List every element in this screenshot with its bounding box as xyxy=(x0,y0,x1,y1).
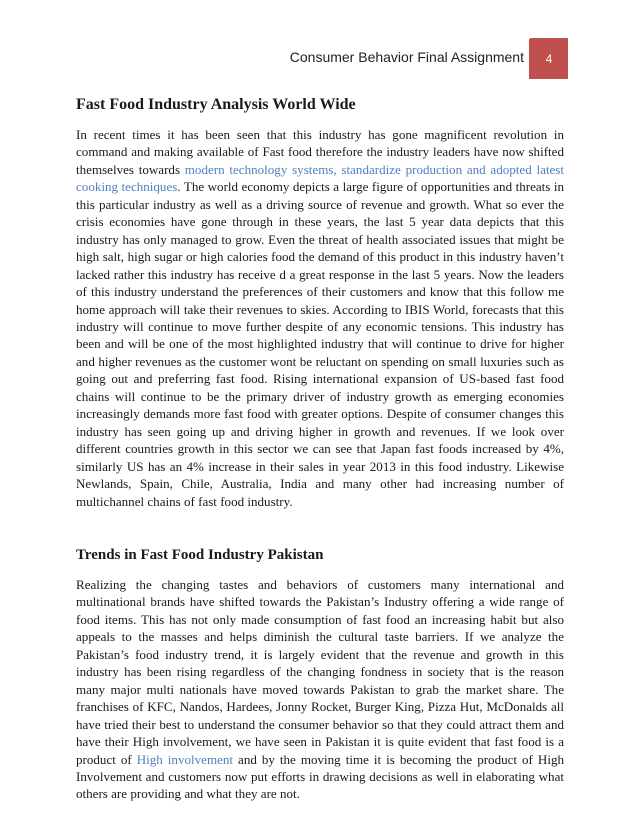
section-paragraph-pakistan xyxy=(76,576,564,803)
highlighted-phrase: High involvement xyxy=(136,751,234,767)
page-header xyxy=(0,36,638,80)
paragraph-text: and by the moving time it is becoming the product of High Involvement and customers now put efforts in drawing decisions as well in elaborating what others are providing and what they are not. xyxy=(76,751,564,802)
document-title: Consumer Behavior Final Assignment xyxy=(289,49,524,65)
section-heading-pakistan: Trends in Fast Food Industry Pakistan xyxy=(76,546,324,563)
page-body xyxy=(76,96,564,803)
section-heading-world: Fast Food Industry Analysis World Wide xyxy=(76,96,356,113)
highlighted-phrase: modern technology systems, standardize production and adopted latest cooking techniques xyxy=(76,161,565,195)
section-paragraph-world xyxy=(76,126,564,510)
paragraph-text: Realizing the changing tastes and behaviors of customers many international and multinational brands have shifted towards the Pakistan’s Industry offering a wide range of food items. This has not only made consumption of fast food an increasing habit but also appeals to the masses and helps diminish the cultural taste barriers. If we analyze the Pakistan’s food industry trend, it is largely evident that the revenue and growth in this industry has been rising regardless of the changing fondness in society that is the reason many major multi nationals have moved towards Pakistan to grab the market share. The franchises of KFC, Nandos, Hardees, Jonny Rocket, Burger King, Pizza Hut, McDonalds all have tried their best to understand the consumer behavior so that they could attract them and have their High involvement, we have seen in Pakistan it is quite evident that fast food is a product of xyxy=(76,576,564,767)
paragraph-text: In recent times it has been seen that this industry has gone magnificent revolution in command and making available of Fast food therefore the industry leaders have now shifted themselves towards xyxy=(76,127,564,177)
page-number-badge: 4 xyxy=(530,38,568,79)
paragraph-text: . The world economy depicts a large figure of opportunities and threats in this particular industry as well as a driving source of revenue and growth. What so ever the crisis economies have gone through in these years, the last 5 year data depicts that this industry has only managed to grow. Even the threat of health associated issues that might be high salt, high sugar or high calories food the demand of this product in this industry haven’t lacked rather this industry has receive d a great response in the last 5 years. Now the leaders of this industry understand the preferences of their customers and know that this follow me home approach will take their revenues to skies. According to IBIS World, forecasts that this industry will continue to move further despite of any economic tensions. This industry has been and will be one of the most highlighted industry that will continue to drive for higher and higher revenues as the customer wont be reluctant on spending on small luxuries such as going out and preferring fast food. Rising international expansion of US-based fast food chains will continue to be the primary driver of industry growth as emerging economies increasingly demands more fast food with greater options. Despite of consumer changes this industry has seen going up and driving higher in growth and revenues. If we look over different countries growth in this sector we can see that Japan fast foods increased by 4%, similarly US has an 4% increase in their sales in year 2013 in this food industry. Likewise Newlands, Spain, Chile, Australia, India and many other had increasing number of multichannel chains of fast food industry. xyxy=(76,179,565,509)
